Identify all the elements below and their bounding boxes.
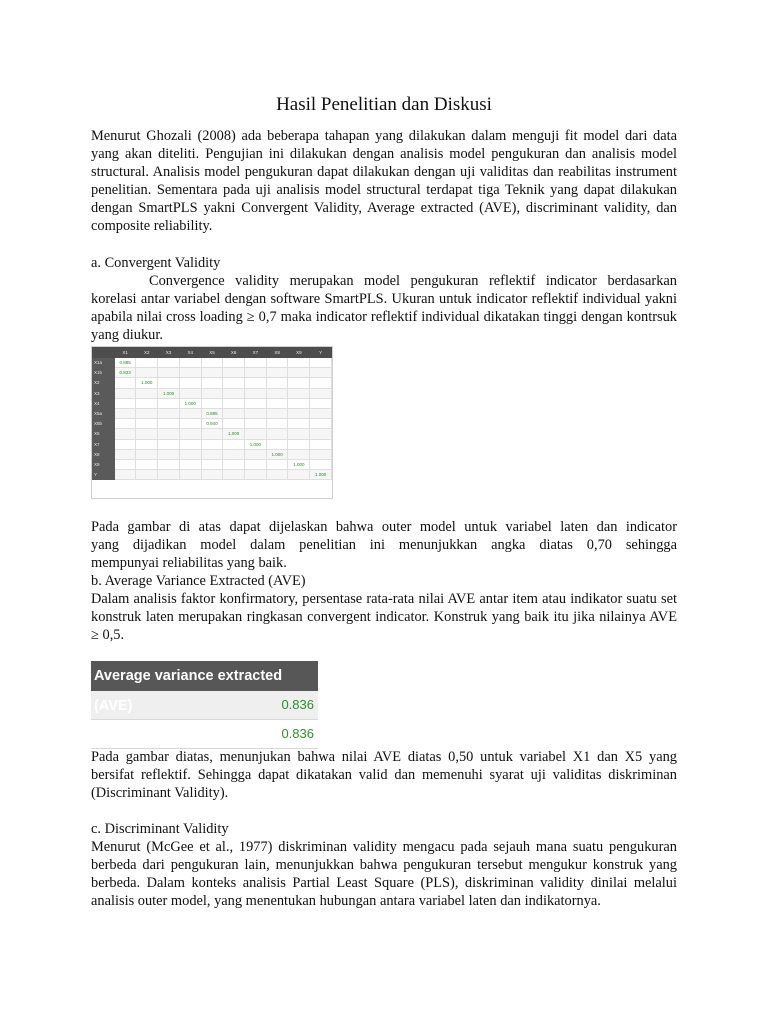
after-matrix-line-1: Pada gambar di atas dapat dijelaskan bahwa outer model untuk variabel laten dan indicator — [91, 519, 677, 535]
matrix-cell: 1.000 — [158, 388, 180, 398]
matrix-cell: 1.000 — [179, 398, 201, 408]
matrix-row-label: X4 — [93, 398, 115, 408]
matrix-cell — [201, 449, 223, 459]
matrix-col-header: X2 — [136, 348, 158, 358]
matrix-cell — [114, 449, 136, 459]
matrix-cell — [266, 378, 288, 388]
matrix-cell — [245, 388, 267, 398]
matrix-cell — [201, 459, 223, 469]
matrix-cell — [266, 459, 288, 469]
matrix-cell — [288, 398, 310, 408]
matrix-cell: 0.940 — [201, 419, 223, 429]
matrix-cell — [310, 388, 332, 398]
matrix-row-label: X9 — [93, 459, 115, 469]
after-matrix-line-3: mempunyai reliabilitas yang baik. — [91, 555, 287, 571]
matrix-cell — [245, 419, 267, 429]
matrix-row — [93, 358, 332, 368]
matrix-col-header: X4 — [179, 348, 201, 358]
matrix-cell: 0.885 — [114, 358, 136, 368]
matrix-cell — [158, 459, 180, 469]
matrix-cell — [158, 358, 180, 368]
section-b-body: Dalam analisis faktor konfirmatory, persentase rata-rata nilai AVE antar item atau indikator suatu set konstruk laten merupakan ringkasan convergent indicator. Konstruk yang baik itu jika nilainya AVE ≥ 0,5. — [91, 591, 677, 643]
matrix-cell — [114, 439, 136, 449]
matrix-row — [93, 378, 332, 388]
matrix-row-label: X8 — [93, 449, 115, 459]
matrix-cell — [179, 408, 201, 418]
matrix-cell — [136, 358, 158, 368]
matrix-row-label: X7 — [93, 439, 115, 449]
matrix-body — [93, 358, 332, 480]
matrix-cell — [223, 449, 245, 459]
section-c-body: Menurut (McGee et al., 1977) diskriminan validity mengacu pada sejauh mana suatu pengukuran berbeda dari pengukuran lain, menunjukkan bahwa pengukuran tersebut mengukur konstruk yang berbeda. Dalam konteks analisis Partial Least Square (PLS), diskriminan validity dinilai melalui analisis outer model, yang menentukan hubungan antara variabel laten dan indikatornya. — [91, 839, 677, 909]
matrix-cell — [136, 470, 158, 480]
matrix-cell — [266, 398, 288, 408]
matrix-cell: 1.000 — [136, 378, 158, 388]
matrix-cell — [310, 358, 332, 368]
matrix-cell: 0.833 — [114, 368, 136, 378]
matrix-cell — [114, 388, 136, 398]
ave-value-row: 0.836 — [91, 691, 318, 720]
matrix-row-label: X1a — [93, 358, 115, 368]
matrix-cell — [179, 388, 201, 398]
matrix-col-header: Y — [310, 348, 332, 358]
after-matrix-line-2: yang dijadikan model dalam penelitian ini menunjukkan angka diatas 0,70 sehingga — [91, 537, 677, 553]
matrix-col-header: X7 — [245, 348, 267, 358]
matrix-cell — [223, 378, 245, 388]
matrix-cell — [223, 368, 245, 378]
matrix-cell — [288, 368, 310, 378]
matrix-cell — [136, 439, 158, 449]
matrix-row-label: X1b — [93, 368, 115, 378]
matrix-cell — [179, 470, 201, 480]
matrix-row-label: X6 — [93, 429, 115, 439]
matrix-row-label: X5b — [93, 419, 115, 429]
matrix-cell — [310, 439, 332, 449]
matrix-cell — [266, 439, 288, 449]
matrix-cell — [179, 368, 201, 378]
matrix-cell — [245, 378, 267, 388]
cross-loading-matrix — [91, 346, 333, 499]
matrix-cell — [245, 459, 267, 469]
matrix-cell — [201, 398, 223, 408]
matrix-cell — [158, 449, 180, 459]
matrix-cell — [245, 408, 267, 418]
page-title: Hasil Penelitian dan Diskusi — [276, 94, 492, 115]
matrix-row-label: X2 — [93, 378, 115, 388]
matrix-cell — [179, 378, 201, 388]
matrix-cell — [114, 470, 136, 480]
matrix-cell — [114, 408, 136, 418]
matrix-col-header: X5 — [201, 348, 223, 358]
matrix-cell — [136, 398, 158, 408]
matrix-cell — [288, 378, 310, 388]
matrix-table — [92, 347, 332, 480]
matrix-cell — [114, 419, 136, 429]
matrix-cell — [201, 378, 223, 388]
matrix-cell — [201, 358, 223, 368]
matrix-cell — [201, 470, 223, 480]
matrix-cell — [288, 470, 310, 480]
matrix-cell — [288, 358, 310, 368]
matrix-cell — [266, 419, 288, 429]
matrix-col-header — [93, 348, 115, 358]
matrix-cell — [266, 408, 288, 418]
matrix-cell — [288, 388, 310, 398]
matrix-row — [93, 408, 332, 418]
matrix-cell: 0.885 — [201, 408, 223, 418]
matrix-cell — [158, 398, 180, 408]
matrix-cell — [136, 419, 158, 429]
matrix-cell — [288, 429, 310, 439]
matrix-cell — [136, 368, 158, 378]
matrix-cell — [179, 439, 201, 449]
matrix-row — [93, 470, 332, 480]
matrix-cell: 1.000 — [288, 459, 310, 469]
matrix-cell — [158, 368, 180, 378]
matrix-cell — [310, 398, 332, 408]
matrix-cell — [114, 378, 136, 388]
matrix-row-label: X3 — [93, 388, 115, 398]
after-ave-paragraph: Pada gambar diatas, menunjukan bahwa nilai AVE diatas 0,50 untuk variabel X1 dan X5 yang bersifat reflektif. Sehingga dapat dikatakan valid dan memenuhi syarat uji validitas diskriminan (Discriminant Validity). — [91, 749, 677, 801]
ave-table — [91, 661, 318, 747]
matrix-cell: 1.000 — [223, 429, 245, 439]
matrix-cell — [114, 429, 136, 439]
ave-value-row: 0.836 — [91, 720, 318, 749]
matrix-cell — [114, 459, 136, 469]
matrix-header-row — [93, 348, 332, 358]
matrix-cell — [201, 368, 223, 378]
matrix-cell — [310, 449, 332, 459]
matrix-cell — [201, 439, 223, 449]
matrix-cell — [310, 459, 332, 469]
matrix-row — [93, 419, 332, 429]
matrix-cell — [266, 388, 288, 398]
matrix-col-header: X3 — [158, 348, 180, 358]
matrix-cell — [223, 459, 245, 469]
matrix-cell — [114, 398, 136, 408]
matrix-cell — [310, 419, 332, 429]
matrix-row-label: Y — [93, 470, 115, 480]
matrix-cell — [310, 368, 332, 378]
matrix-cell — [201, 388, 223, 398]
matrix-row — [93, 368, 332, 378]
matrix-cell — [179, 449, 201, 459]
matrix-row-label: X5a — [93, 408, 115, 418]
matrix-cell — [136, 459, 158, 469]
matrix-col-header: X9 — [288, 348, 310, 358]
matrix-cell — [223, 470, 245, 480]
matrix-cell — [266, 368, 288, 378]
matrix-cell — [179, 459, 201, 469]
matrix-row — [93, 398, 332, 408]
matrix-cell — [288, 439, 310, 449]
matrix-cell — [245, 449, 267, 459]
matrix-cell — [223, 358, 245, 368]
matrix-cell — [136, 429, 158, 439]
matrix-col-header: X6 — [223, 348, 245, 358]
matrix-row — [93, 429, 332, 439]
matrix-cell — [158, 470, 180, 480]
matrix-cell — [310, 429, 332, 439]
matrix-cell — [266, 429, 288, 439]
matrix-col-header: X1 — [114, 348, 136, 358]
ave-header: Average variance extracted (AVE) — [91, 661, 318, 691]
matrix-cell — [288, 449, 310, 459]
matrix-cell: 1.000 — [266, 449, 288, 459]
section-b-heading: b. Average Variance Extracted (AVE) — [91, 573, 306, 589]
section-c-heading: c. Discriminant Validity — [91, 821, 229, 837]
matrix-cell — [266, 470, 288, 480]
section-a-heading: a. Convergent Validity — [91, 255, 221, 271]
matrix-cell — [179, 358, 201, 368]
matrix-cell — [201, 429, 223, 439]
matrix-cell — [158, 419, 180, 429]
matrix-cell — [266, 358, 288, 368]
intro-paragraph: Menurut Ghozali (2008) ada beberapa tahapan yang dilakukan dalam menguji fit model dari data yang akan diteliti. Pengujian ini dilakukan dengan analisis model pengukuran dan analisis model structural. Analisis model pengukuran dapat dilakukan dengan uji validitas dan reabilitas instrument penelitian. Sementara pada uji analisis model structural terdapat tiga Teknik yang dapat dilakukan dengan SmartPLS yakni Convergent Validity, Average extracted (AVE), discriminant validity, dan composite reliability. — [91, 128, 677, 234]
matrix-cell — [310, 408, 332, 418]
matrix-cell — [310, 378, 332, 388]
matrix-cell — [158, 378, 180, 388]
matrix-cell — [223, 439, 245, 449]
matrix-cell — [136, 388, 158, 398]
matrix-cell: 1.000 — [245, 439, 267, 449]
matrix-row — [93, 459, 332, 469]
matrix-col-header: X8 — [266, 348, 288, 358]
matrix-cell — [223, 398, 245, 408]
matrix-row — [93, 439, 332, 449]
matrix-cell — [158, 429, 180, 439]
matrix-cell — [223, 419, 245, 429]
matrix-cell — [245, 470, 267, 480]
matrix-cell — [158, 408, 180, 418]
matrix-cell — [288, 408, 310, 418]
matrix-cell: 1.000 — [310, 470, 332, 480]
matrix-cell — [179, 419, 201, 429]
matrix-cell — [136, 408, 158, 418]
matrix-cell — [158, 439, 180, 449]
matrix-cell — [223, 388, 245, 398]
matrix-cell — [245, 398, 267, 408]
matrix-cell — [245, 358, 267, 368]
matrix-cell — [245, 429, 267, 439]
matrix-cell — [288, 419, 310, 429]
matrix-cell — [136, 449, 158, 459]
matrix-cell — [223, 408, 245, 418]
matrix-row — [93, 388, 332, 398]
section-a-body: Convergence validity merupakan model pengukuran reflektif indicator berdasarkan korelasi antar variabel dengan software SmartPLS. Ukuran untuk indicator reflektif individual yakni apabila nilai cross loading ≥ 0,7 maka indicator reflektif individual dikatakan tinggi dengan kontrsuk yang diukur. — [91, 273, 677, 343]
matrix-row — [93, 449, 332, 459]
matrix-cell — [179, 429, 201, 439]
matrix-cell — [245, 368, 267, 378]
